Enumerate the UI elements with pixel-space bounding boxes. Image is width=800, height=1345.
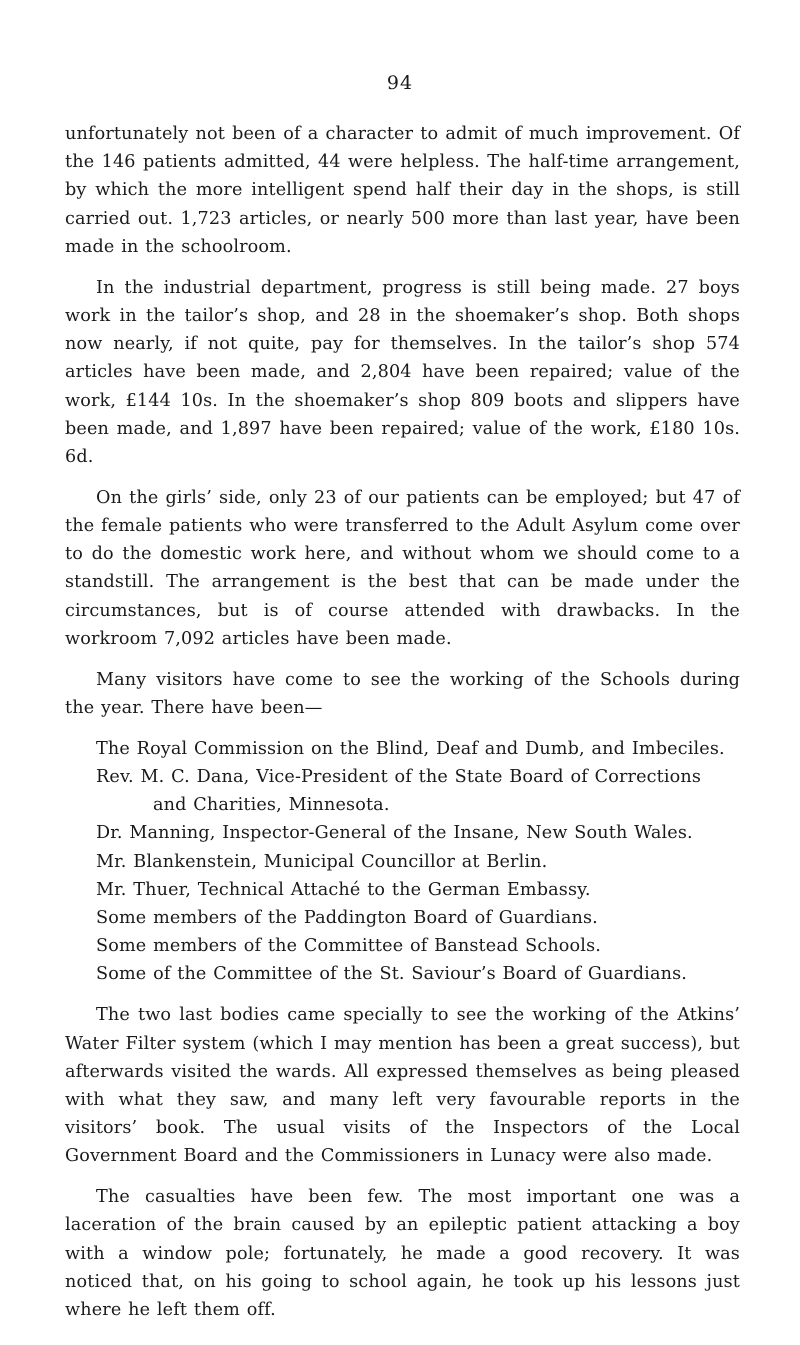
paragraph-continued: unfortunately not been of a character to admit of much improvement. Of the 146 patients admitted, 44 were helpless. The half-time arrangement, by which the more intelligent spend half their day in the shops, is still carried out. 1,723 articles, or nearly 500 more than last year, have been made in the schoolroom. xyxy=(65,124,740,257)
visitor-item: Dr. Manning, Inspector-General of the Insane, New South Wales. xyxy=(96,823,693,844)
visitor-item: Some of the Committee of the St. Saviour’s Board of Guardians. xyxy=(96,964,687,985)
paragraph-industrial-department: In the industrial department, progress is still being made. 27 boys work in the tailor’s shop, and 28 in the shoemaker’s shop. Both shops now nearly, if not quite, pay for themselves. In the tailor’s shop 574 articles have been made, and 2,804 have been repaired; value of the work, £144 10s. In the shoemaker’s shop 809 boots and slippers have been made, and 1,897 have been repaired; value of the work, £180 10s. 6d. xyxy=(65,277,740,467)
visitor-item: Mr. Blankenstein, Municipal Councillor at Berlin. xyxy=(96,851,548,872)
paragraph-water-filter: The two last bodies came specially to see the working of the Atkins’ Water Filter system (which I may mention has been a great success), but afterwards visited the wards. All expressed themselves as being pleased with what they saw, and many left very favourable reports in the visitors’ book. The usual visits of the Inspectors of the Local Government Board and the Commissioners in Lunacy were also made. xyxy=(65,1005,740,1167)
visitor-item: Some members of the Paddington Board of Guardians. xyxy=(96,908,598,929)
paragraph-visitors-intro: Many visitors have come to see the working of the Schools during the year. There have been— xyxy=(65,669,740,718)
paragraph-casualties: The casualties have been few. The most important one was a laceration of the brain caused by an epileptic patient attacking a boy with a window pole; fortunately, he made a good recovery. It was noticed that, on his going to school again, he took up his lessons just where he left them off. xyxy=(65,1187,740,1321)
page-body xyxy=(65,120,740,1337)
visitor-list xyxy=(65,735,740,989)
page-number: 94 xyxy=(386,72,414,94)
paragraph-girls-side: On the girls’ side, only 23 of our patients can be employed; but 47 of the female patients who were transferred to the Adult Asylum come over to do the domestic work here, and without whom we should come to a standstill. The arrangement is the best that can be made under the circumstances, but is of course attended with drawbacks. In the workroom 7,092 articles have been made. xyxy=(65,487,740,649)
visitor-item: Mr. Thuer, Technical Attaché to the German Embassy. xyxy=(96,879,591,900)
visitor-item: Some members of the Committee of Banstead Schools. xyxy=(96,936,601,957)
visitor-item: The Royal Commission on the Blind, Deaf and Dumb, and Imbeciles. xyxy=(96,738,725,759)
visitor-item: Rev. M. C. Dana, Vice-President of the State Board of Corrections and Charities, Minnesota. xyxy=(96,767,702,816)
